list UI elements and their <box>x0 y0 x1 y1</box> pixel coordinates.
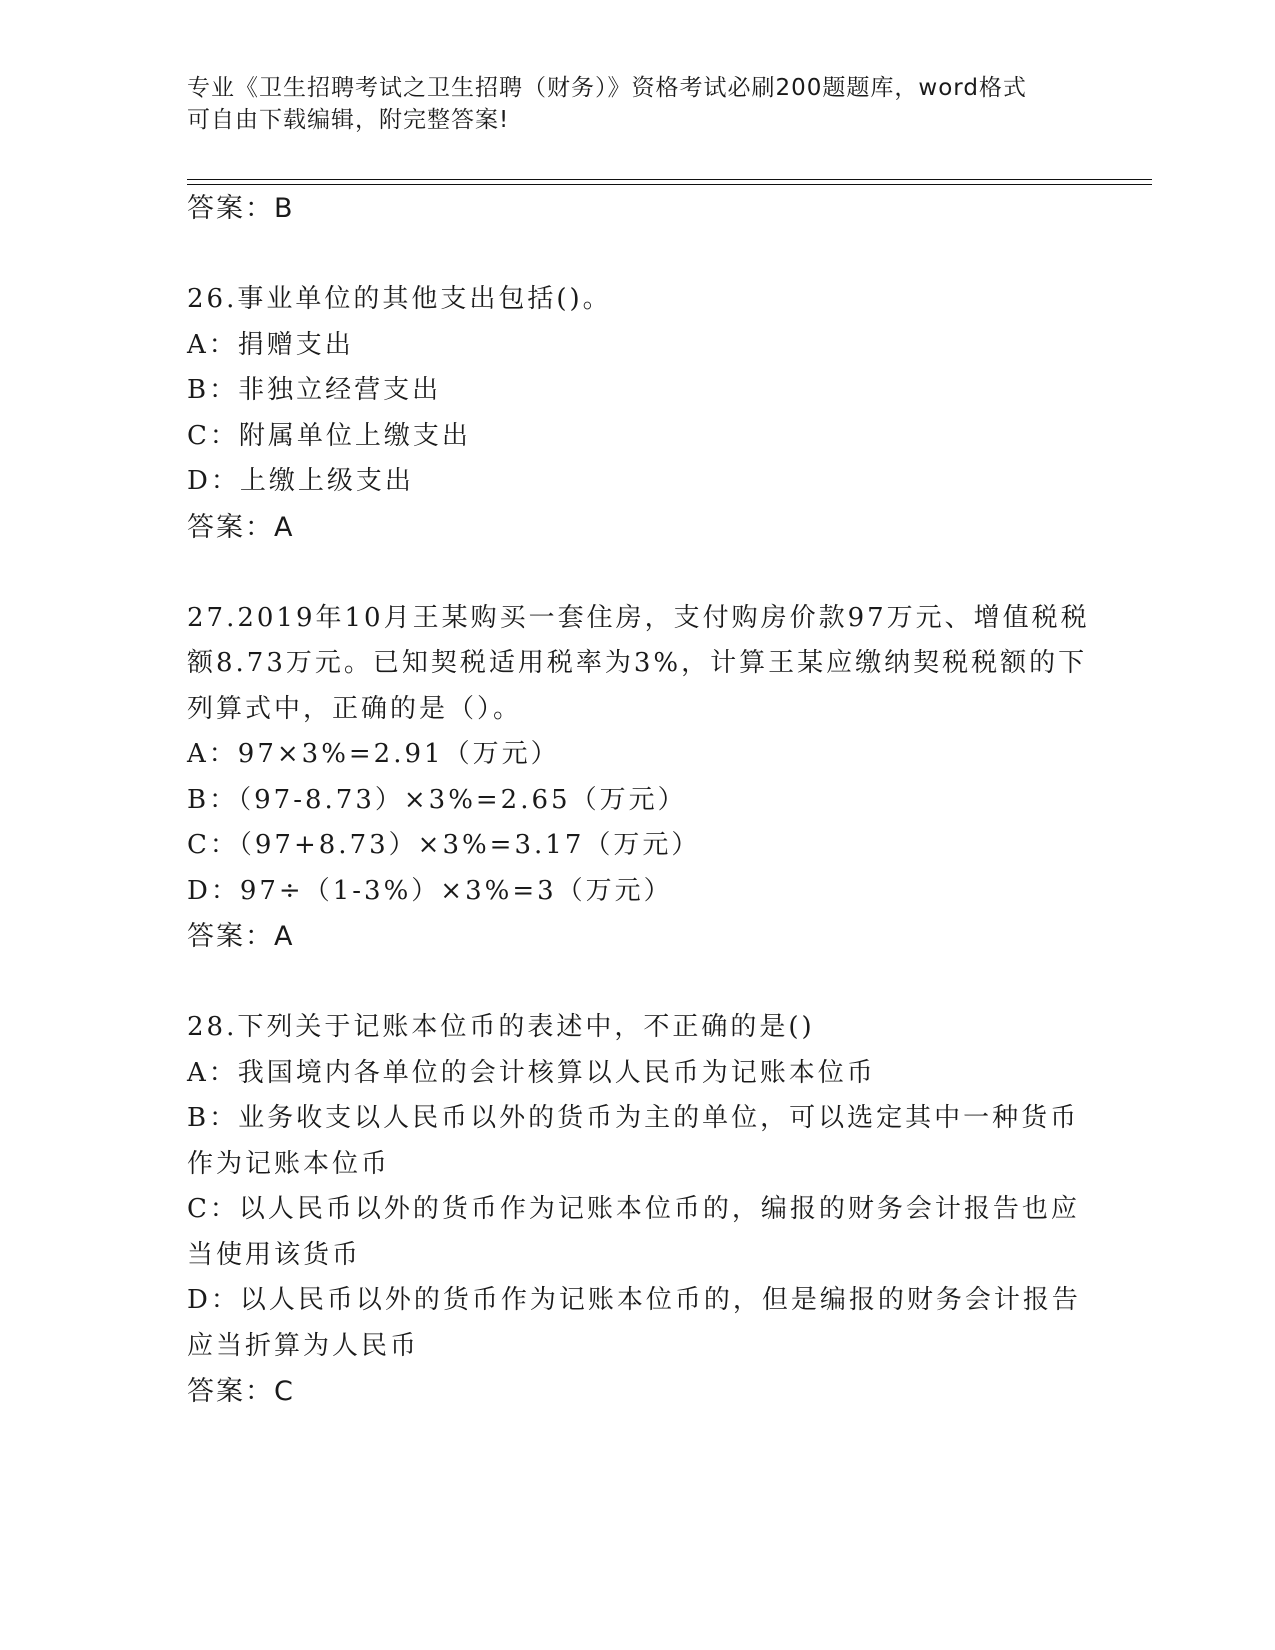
option-b-continued: 作为记账本位币 <box>187 1148 391 1179</box>
header-rule-top <box>187 179 1152 180</box>
option-a: A：97×3%=2.91（万元） <box>187 739 560 769</box>
spacer <box>187 232 1087 278</box>
spacer <box>187 550 1087 596</box>
answer-line: 答案：B <box>187 193 295 224</box>
question-stem: 27.2019年10月王某购买一套住房，支付购房价款97万元、增值税税 <box>187 602 1090 633</box>
header-line-2: 可自由下载编辑，附完整答案! <box>187 107 510 133</box>
question-28 <box>187 1005 1087 1415</box>
question-stem: 26.事业单位的其他支出包括()。 <box>187 284 612 314</box>
option-c-continued: 当使用该货币 <box>187 1239 362 1270</box>
option-d-continued: 应当折算为人民币 <box>187 1330 420 1361</box>
question-27 <box>187 596 1090 960</box>
option-d: D：上缴上级支出 <box>187 466 414 496</box>
answer-line: 答案：C <box>187 1376 295 1407</box>
header-rule-bottom <box>187 184 1152 185</box>
header-line-1: 专业《卫生招聘考试之卫生招聘（财务）》资格考试必刷200题题库，word格式 <box>187 75 1027 101</box>
option-c: C：（97+8.73）×3%=3.17（万元） <box>187 830 701 860</box>
option-c: C：附属单位上缴支出 <box>187 420 471 451</box>
option-b: B：业务收支以人民币以外的货币为主的单位，可以选定其中一种货币 <box>187 1103 1080 1133</box>
option-c: C：以人民币以外的货币作为记账本位币的，编报的财务会计报告也应 <box>187 1194 1080 1224</box>
question-stem-continued: 额8.73万元。已知契税适用税率为3%，计算王某应缴纳契税税额的下 <box>187 648 1088 678</box>
question-stem-continued: 列算式中，正确的是（）。 <box>187 693 523 724</box>
option-d: D：以人民币以外的货币作为记账本位币的，但是编报的财务会计报告 <box>187 1285 1081 1315</box>
question-list <box>187 186 1090 1415</box>
option-a: A：我国境内各单位的会计核算以人民币为记账本位币 <box>187 1057 876 1088</box>
option-b: B：（97-8.73）×3%=2.65（万元） <box>187 784 687 815</box>
question-26 <box>187 277 1087 550</box>
spacer <box>187 960 1087 1006</box>
question-stem: 28.下列关于记账本位币的表述中，不正确的是() <box>187 1012 815 1042</box>
option-a: A：捐赠支出 <box>187 329 354 360</box>
document-header <box>187 72 1067 136</box>
answer-line: 答案：A <box>187 511 295 543</box>
option-b: B：非独立经营支出 <box>187 375 442 405</box>
option-d: D：97÷（1-3%）×3%=3（万元） <box>187 875 673 906</box>
answer-line: 答案：A <box>187 921 295 952</box>
